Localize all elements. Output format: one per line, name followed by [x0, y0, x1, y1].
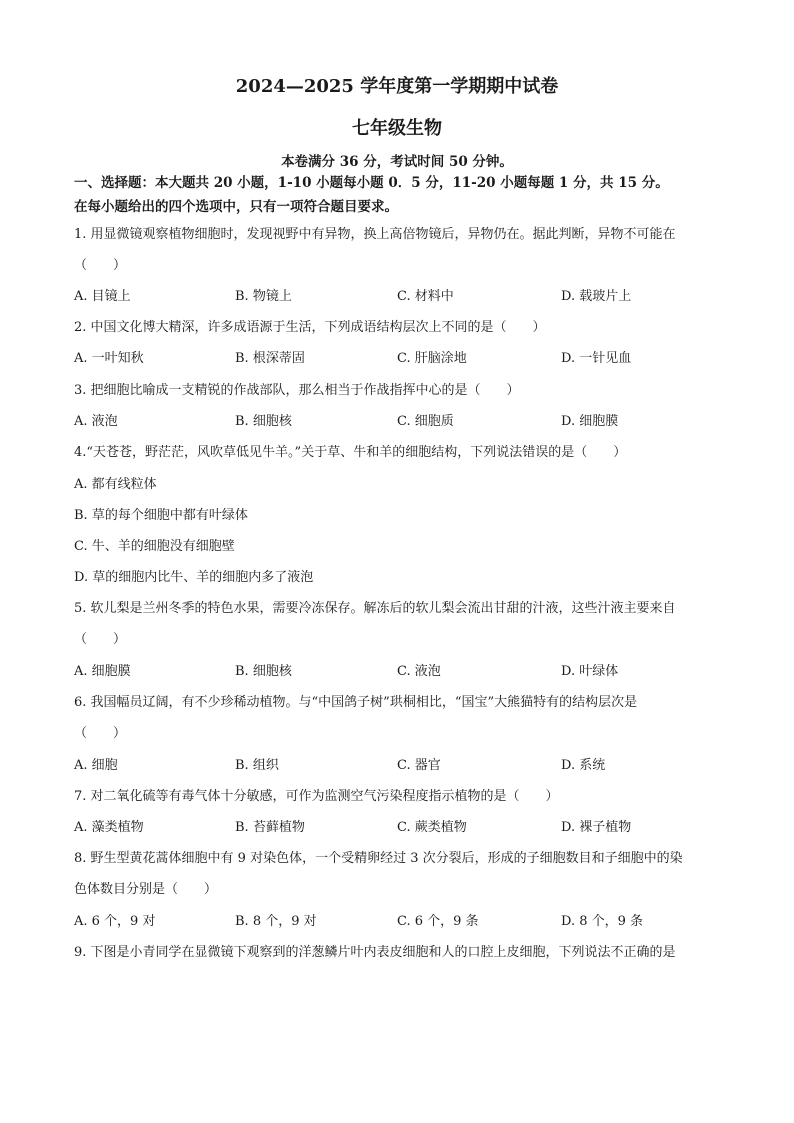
question-4-option-a: A. 都有线粒体 [74, 477, 157, 492]
question-8-option-b: B. 8 个，9 对 [235, 914, 317, 929]
question-2-stem: 2. 中国文化博大精深，许多成语源于生活，下列成语结构层次上不同的是（ ） [74, 320, 546, 335]
question-9-stem: 9. 下图是小青同学在显微镜下观察到的洋葱鳞片叶内表皮细胞和人的口腔上皮细胞，下列说法不正确的是 [74, 945, 676, 960]
question-3-option-c: C. 细胞质 [397, 414, 454, 429]
question-7-option-c: C. 蕨类植物 [397, 820, 467, 835]
question-8-option-a: A. 6 个，9 对 [74, 914, 156, 929]
section-instruction: 在每小题给出的四个选项中，只有一项符合题目要求。 [74, 199, 398, 215]
question-5-stem: 5. 软儿梨是兰州冬季的特色水果，需要冷冻保存。解冻后的软儿梨会流出甘甜的汁液，这些汁液主要来自 [74, 601, 676, 616]
question-1-option-b: B. 物镜上 [235, 289, 292, 304]
question-6-option-c: C. 器官 [397, 758, 441, 773]
question-8-stem: 8. 野生型黄花蒿体细胞中有 9 对染色体，一个受精卵经过 3 次分裂后，形成的子细胞数目和子细胞中的染 [74, 851, 683, 866]
question-1-stem: 1. 用显微镜观察植物细胞时，发现视野中有异物，换上高倍物镜后，异物仍在。据此判断，异物不可能在 [74, 227, 676, 242]
question-7-option-d: D. 裸子植物 [561, 820, 632, 835]
question-6-option-a: A. 细胞 [74, 758, 118, 773]
question-5-option-d: D. 叶绿体 [561, 664, 619, 679]
question-7-option-b: B. 苔藓植物 [235, 820, 305, 835]
question-2-option-c: C. 肝脑涂地 [397, 351, 467, 366]
question-4-option-d: D. 草的细胞内比牛、羊的细胞内多了液泡 [74, 570, 314, 585]
question-5-option-c: C. 液泡 [397, 664, 441, 679]
question-5-option-a: A. 细胞膜 [74, 664, 131, 679]
question-3-option-d: D. 细胞膜 [561, 414, 619, 429]
question-1-option-a: A. 目镜上 [74, 289, 131, 304]
question-4-stem: 4.“天苍苍，野茫茫，风吹草低见牛羊。”关于草、牛和羊的细胞结构，下列说法错误的是（ ） [74, 445, 627, 460]
section-heading: 一、选择题：本大题共 20 小题，1-10 小题每小题 0．5 分，11-20 小题每题 1 分，共 15 分。 [74, 175, 669, 191]
question-3-option-b: B. 细胞核 [235, 414, 292, 429]
exam-subject: 七年级生物 [352, 118, 442, 139]
question-6-stem: 6. 我国幅员辽阔，有不少珍稀动植物。与“中国鸽子树”珙桐相比，“国宝”大熊猫特有的结构层次是 [74, 695, 638, 710]
question-3-stem: 3. 把细胞比喻成一支精锐的作战部队，那么相当于作战指挥中心的是（ ） [74, 383, 520, 398]
exam-title: 2024—2025 学年度第一学期期中试卷 [235, 76, 559, 97]
question-4-option-c: C. 牛、羊的细胞没有细胞壁 [74, 539, 235, 554]
question-8-stem-cont: 色体数目分别是（ ） [74, 882, 218, 897]
question-8-option-d: D. 8 个，9 条 [561, 914, 644, 929]
question-5-bracket: （ ） [74, 632, 127, 647]
question-6-option-d: D. 系统 [561, 758, 606, 773]
question-6-option-b: B. 组织 [235, 758, 279, 773]
question-1-option-c: C. 材料中 [397, 289, 454, 304]
exam-note: 本卷满分 36 分，考试时间 50 分钟。 [281, 154, 513, 170]
question-8-option-c: C. 6 个，9 条 [397, 914, 479, 929]
question-2-option-b: B. 根深蒂固 [235, 351, 305, 366]
question-7-stem: 7. 对二氧化硫等有毒气体十分敏感，可作为监测空气污染程度指示植物的是（ ） [74, 789, 559, 804]
question-4-option-b: B. 草的每个细胞中都有叶绿体 [74, 508, 248, 523]
question-1-option-d: D. 载玻片上 [561, 289, 632, 304]
question-3-option-a: A. 液泡 [74, 414, 118, 429]
question-7-option-a: A. 藻类植物 [74, 820, 144, 835]
question-6-bracket: （ ） [74, 726, 127, 741]
question-2-option-d: D. 一针见血 [561, 351, 632, 366]
question-5-option-b: B. 细胞核 [235, 664, 292, 679]
question-2-option-a: A. 一叶知秋 [74, 351, 144, 366]
question-1-bracket: （ ） [74, 258, 127, 273]
